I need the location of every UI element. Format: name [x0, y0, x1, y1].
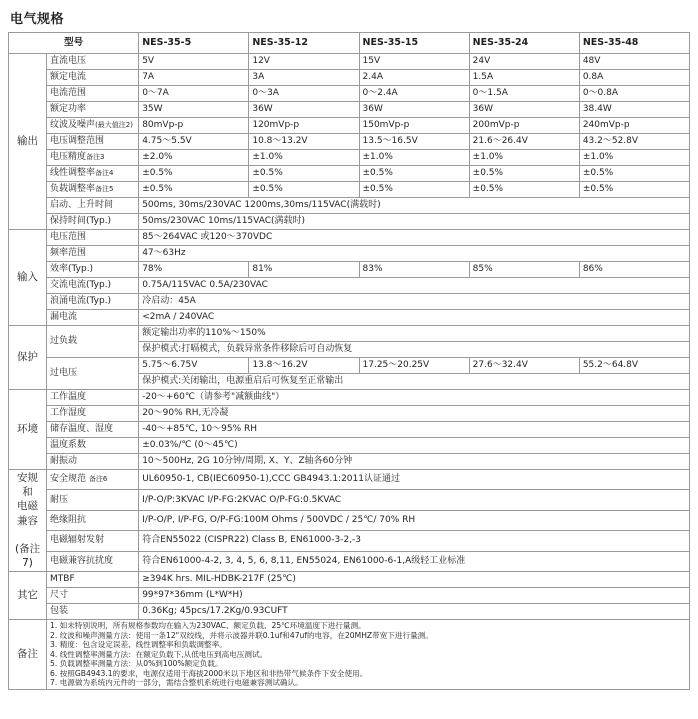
cell-value: 78% — [139, 262, 249, 278]
section-label-output: 输出 — [9, 54, 47, 230]
cell-value: 43.2～52.8V — [579, 134, 689, 150]
cell-value: 38.4W — [579, 102, 689, 118]
table-row — [9, 572, 690, 588]
remark-line: 3. 精度：包含设定误差、线性调整率和负载调整率。 — [50, 640, 227, 650]
cell-value: 35W — [139, 102, 249, 118]
model-head-1: NES-35-12 — [249, 33, 359, 54]
cell-value: 240mVp-p — [579, 118, 689, 134]
table-row — [9, 70, 690, 86]
cell-value-span: 0.36Kg; 45pcs/17.2Kg/0.93CUFT — [139, 604, 690, 620]
model-head-2: NES-35-15 — [359, 33, 469, 54]
table-row — [9, 294, 690, 310]
cell-value: 83% — [359, 262, 469, 278]
cell-value: 120mVp-p — [249, 118, 359, 134]
param-label: 交流电流(Typ.) — [47, 278, 139, 294]
cell-value-span: 0.75A/115VAC 0.5A/230VAC — [139, 278, 690, 294]
cell-value: 27.6～32.4V — [469, 358, 579, 374]
cell-value-span: 符合EN61000-4-2, 3, 4, 5, 6, 8,11, EN55024, EN61000-6-1,A级轻工业标准 — [139, 551, 690, 571]
param-note: 备注3 — [86, 152, 105, 161]
section-label-safety-emc: 安规和 电磁 兼容 (备注7) — [9, 470, 47, 572]
cell-value: ±0.5% — [579, 182, 689, 198]
param-text: 负载调整率 — [50, 183, 96, 194]
param-label: 电磁兼容抗扰度 — [47, 551, 139, 571]
cell-value-span: 50ms/230VAC 10ms/115VAC(满载时) — [139, 214, 690, 230]
cell-value: ±2.0% — [139, 150, 249, 166]
param-note: 备注6 — [88, 475, 108, 484]
cell-value: 80mVp-p — [139, 118, 249, 134]
cell-value-span: 20～90% RH,无冷凝 — [139, 406, 690, 422]
param-label — [47, 150, 139, 166]
table-row — [9, 150, 690, 166]
cell-value: ±0.5% — [359, 166, 469, 182]
table-row — [9, 604, 690, 620]
table-row — [9, 54, 690, 70]
param-note: 备注5 — [95, 184, 114, 193]
param-label — [47, 182, 139, 198]
param-label: 绝缘阻抗 — [47, 510, 139, 530]
table-row — [9, 118, 690, 134]
cell-value: ±0.5% — [469, 182, 579, 198]
param-label: 启动、上升时间 — [47, 198, 139, 214]
param-label: 耐振动 — [47, 454, 139, 470]
table-row — [9, 262, 690, 278]
cell-value-span: 额定输出功率的110%～150% — [139, 326, 690, 342]
cell-value: ±1.0% — [359, 150, 469, 166]
param-label: 额定电流 — [47, 70, 139, 86]
param-label: 效率(Typ.) — [47, 262, 139, 278]
remark-line: 6. 按照GB4943.1的要求，电源仅适用于海拔2000米以下地区和非热带气候条件下安全使用。 — [50, 668, 368, 678]
param-label: 额定功率 — [47, 102, 139, 118]
param-label: 耐压 — [47, 490, 139, 510]
remark-line: 1. 如未特别说明，所有规格参数均在输入为230VAC、额定负载、25℃环境温度下进行量测。 — [50, 621, 366, 631]
param-label: 工作湿度 — [47, 406, 139, 422]
param-text: 纹波及噪声 — [50, 119, 96, 130]
param-note: 备注4 — [95, 168, 114, 177]
cell-value: ±0.5% — [249, 166, 359, 182]
param-label: 频率范围 — [47, 246, 139, 262]
cell-value-span: I/P-O/P:3KVAC I/P-FG:2KVAC O/P-FG:0.5KVAC — [139, 490, 690, 510]
cell-value: 1.5A — [469, 70, 579, 86]
param-label: 浪涌电流(Typ.) — [47, 294, 139, 310]
cell-value: 13.5～16.5V — [359, 134, 469, 150]
cell-value: 3A — [249, 70, 359, 86]
cell-value: ±0.5% — [469, 166, 579, 182]
param-label: 包装 — [47, 604, 139, 620]
cell-value-span: 99*97*36mm (L*W*H) — [139, 588, 690, 604]
page-title: 电气规格 — [10, 12, 65, 27]
table-row — [9, 198, 690, 214]
remark-label: 备注 — [9, 620, 47, 689]
cell-value: 4.75～5.5V — [139, 134, 249, 150]
table-row — [9, 358, 690, 374]
cell-value-span: <2mA / 240VAC — [139, 310, 690, 326]
table-row — [9, 166, 690, 182]
cell-value: 5V — [139, 54, 249, 70]
param-label: 尺寸 — [47, 588, 139, 604]
cell-value: 5.75～6.75V — [139, 358, 249, 374]
cell-value: 24V — [469, 54, 579, 70]
section-label-environment: 环境 — [9, 390, 47, 470]
param-note: (最大值注2) — [95, 120, 133, 129]
param-label — [47, 118, 139, 134]
cell-value: ±0.5% — [139, 182, 249, 198]
table-row — [9, 531, 690, 551]
cell-value: 0～7A — [139, 86, 249, 102]
cell-value: 81% — [249, 262, 359, 278]
cell-value-span: 500ms, 30ms/230VAC 1200ms,30ms/115VAC(满载时) — [139, 198, 690, 214]
cell-value-span: 10～500Hz, 2G 10分钟/周期, X、Y、Z轴各60分钟 — [139, 454, 690, 470]
remark-row — [9, 620, 690, 689]
table-row — [9, 510, 690, 530]
table-header-row — [9, 33, 690, 54]
param-text: 安全规范 — [50, 474, 87, 485]
cell-value: ±0.5% — [139, 166, 249, 182]
param-text: 电压精度 — [50, 151, 87, 162]
cell-value: 48V — [579, 54, 689, 70]
cell-value: 15V — [359, 54, 469, 70]
table-row — [9, 102, 690, 118]
spec-table-body — [9, 33, 690, 690]
cell-value-span: 85～264VAC 或120～370VDC — [139, 230, 690, 246]
cell-value-span: -20～+60℃（请参考"减额曲线"） — [139, 390, 690, 406]
table-row — [9, 390, 690, 406]
table-row — [9, 182, 690, 198]
param-label: 过负载 — [47, 326, 139, 358]
cell-value: 0～0.8A — [579, 86, 689, 102]
model-head-0: NES-35-5 — [139, 33, 249, 54]
table-row — [9, 230, 690, 246]
model-label-cell: 型号 — [9, 33, 139, 54]
param-label — [47, 166, 139, 182]
cell-value-span: 符合EN55022 (CISPR22) Class B, EN61000-3-2,-3 — [139, 531, 690, 551]
cell-value: 12V — [249, 54, 359, 70]
table-row — [9, 588, 690, 604]
cell-value-span: 保护模式:打嗝模式，负载异常条件移除后可自动恢复 — [139, 342, 690, 358]
param-text: 线性调整率 — [50, 167, 96, 178]
cell-value-span: UL60950-1, CB(IEC60950-1),CCC GB4943.1:2011认证通过 — [139, 470, 690, 490]
table-row — [9, 246, 690, 262]
remark-line: 2. 纹波和噪声测量方法：使用一条12"双绞线，并将示波器并联0.1uf和47uf的电容，在20MHZ带宽下进行量测。 — [50, 630, 433, 640]
section-label-input: 输入 — [9, 230, 47, 326]
model-head-4: NES-35-48 — [579, 33, 689, 54]
cell-value: 200mVp-p — [469, 118, 579, 134]
cell-value: 36W — [469, 102, 579, 118]
param-label — [47, 470, 139, 490]
cell-value-span: 冷启动：45A — [139, 294, 690, 310]
cell-value: 150mVp-p — [359, 118, 469, 134]
cell-value-span: ≥394K hrs. MIL-HDBK-217F (25℃) — [139, 572, 690, 588]
cell-value: 21.6～26.4V — [469, 134, 579, 150]
table-row — [9, 438, 690, 454]
section-label-protection: 保护 — [9, 326, 47, 390]
cell-value: 0～1.5A — [469, 86, 579, 102]
remark-line: 5. 负载调整率测量方法：从0%到100%额定负载。 — [50, 659, 223, 669]
cell-value: ±0.5% — [249, 182, 359, 198]
table-row — [9, 490, 690, 510]
cell-value: 85% — [469, 262, 579, 278]
param-label: 电压范围 — [47, 230, 139, 246]
model-head-3: NES-35-24 — [469, 33, 579, 54]
remark-line: 7. 电源做为系统内元件的一部分，需结合整机系统进行电磁兼容测试确认。 — [50, 678, 303, 688]
cell-value-span: 47～63Hz — [139, 246, 690, 262]
remark-content — [47, 620, 690, 689]
cell-value: ±1.0% — [469, 150, 579, 166]
table-row — [9, 406, 690, 422]
table-row — [9, 470, 690, 490]
param-label: 温度系数 — [47, 438, 139, 454]
table-row — [9, 454, 690, 470]
cell-value: ±0.5% — [579, 166, 689, 182]
param-label: 电压调整范围 — [47, 134, 139, 150]
table-row — [9, 326, 690, 342]
electrical-spec-table — [8, 32, 690, 690]
remark-line: 4. 线性调整率测量方法：在额定负载下,从低电压到高电压测试。 — [50, 649, 268, 659]
param-label: 直流电压 — [47, 54, 139, 70]
table-row — [9, 134, 690, 150]
table-row — [9, 214, 690, 230]
param-label: 工作温度 — [47, 390, 139, 406]
cell-value-span: 保护模式:关闭输出，电源重启后可恢复至正常输出 — [139, 374, 690, 390]
cell-value: 55.2～64.8V — [579, 358, 689, 374]
cell-value: 10.8～13.2V — [249, 134, 359, 150]
table-row — [9, 278, 690, 294]
table-row — [9, 310, 690, 326]
cell-value: ±0.5% — [359, 182, 469, 198]
table-row — [9, 422, 690, 438]
cell-value: 7A — [139, 70, 249, 86]
section-label-others: 其它 — [9, 572, 47, 620]
cell-value-span: -40～+85℃, 10～95% RH — [139, 422, 690, 438]
cell-value: 0.8A — [579, 70, 689, 86]
param-label: 电磁辐射发射 — [47, 531, 139, 551]
cell-value: 36W — [249, 102, 359, 118]
cell-value: 86% — [579, 262, 689, 278]
param-label: 电流范围 — [47, 86, 139, 102]
table-row — [9, 86, 690, 102]
cell-value: ±1.0% — [579, 150, 689, 166]
cell-value: 13.8～16.2V — [249, 358, 359, 374]
cell-value: 36W — [359, 102, 469, 118]
param-label: 储存温度、湿度 — [47, 422, 139, 438]
cell-value: 0～2.4A — [359, 86, 469, 102]
cell-value: 0～3A — [249, 86, 359, 102]
cell-value: 2.4A — [359, 70, 469, 86]
cell-value-span: I/P-O/P, I/P-FG, O/P-FG:100M Ohms / 500VDC / 25℃/ 70% RH — [139, 510, 690, 530]
cell-value: ±1.0% — [249, 150, 359, 166]
param-label: 过电压 — [47, 358, 139, 390]
param-label: 漏电流 — [47, 310, 139, 326]
table-row — [9, 551, 690, 571]
cell-value: 17.25～20.25V — [359, 358, 469, 374]
cell-value-span: ±0.03%/℃ (0～45℃) — [139, 438, 690, 454]
param-label: MTBF — [47, 572, 139, 588]
param-label: 保持时间(Typ.) — [47, 214, 139, 230]
